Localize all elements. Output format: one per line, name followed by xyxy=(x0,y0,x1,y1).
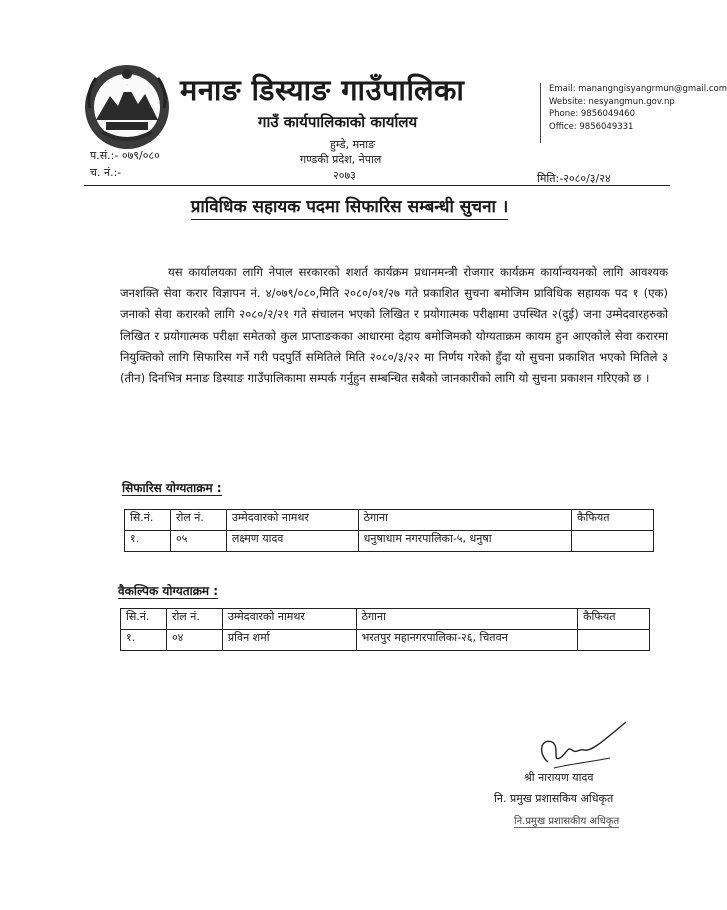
header-divider xyxy=(84,185,670,186)
table-header-cell: सि.नं. xyxy=(125,510,171,531)
table-header-cell: रोल नं. xyxy=(170,510,226,531)
document-date: मिति:-२०८०/३/२४ xyxy=(537,172,611,185)
recommended-table xyxy=(124,509,654,552)
notice-heading xyxy=(0,194,699,217)
table-cell: ०४ xyxy=(166,630,222,651)
address-line-1: हुम्डे, मनाङ xyxy=(330,138,376,151)
nepal-emblem-icon xyxy=(82,62,172,152)
contact-block xyxy=(540,83,727,143)
contact-office: Office: 9856049331 xyxy=(549,121,634,132)
table-cell: लक्ष्मण यादव xyxy=(226,531,358,552)
notice-heading-text: प्राविधिक सहायक पदमा सिफारिस सम्बन्धी सुचना । xyxy=(191,197,509,220)
table-header-cell: रोल नं. xyxy=(166,609,222,630)
reference-number: प.सं.:- ०७९/०८० xyxy=(90,149,160,162)
table-header-cell: सि.नं. xyxy=(121,609,167,630)
table-header-cell: कैफियत xyxy=(578,609,650,630)
table-header-cell: ठेगाना xyxy=(358,510,572,531)
table-cell: १. xyxy=(121,630,167,651)
municipality-title: मनाङ डिस्याङ गाउँपालिका xyxy=(180,73,465,107)
alternative-table xyxy=(120,608,650,651)
address-line-2: गण्डकी प्रदेश, नेपाल xyxy=(300,153,382,166)
table-row xyxy=(125,531,654,552)
table-header-row xyxy=(121,609,650,630)
dispatch-number: च. नं.:- xyxy=(90,166,122,179)
signatory-name: श्री नारायण यादव xyxy=(524,771,594,784)
table-cell xyxy=(572,531,654,552)
table-header-row xyxy=(125,510,654,531)
table-header-cell: ठेगाना xyxy=(356,609,578,630)
recommended-title-text: सिफारिस योग्यताक्रम : xyxy=(122,481,222,495)
recommended-section-title xyxy=(122,479,222,496)
table-row xyxy=(121,630,650,651)
contact-phone: Phone: 9856049460 xyxy=(549,109,635,119)
table-cell: धनुषाधाम नगरपालिका-५, धनुषा xyxy=(358,531,572,552)
table-cell xyxy=(578,630,650,651)
signatory-designation: नि. प्रमुख प्रशासकिय अधिकृत xyxy=(494,792,614,805)
office-subtitle: गाउँ कार्यपालिकाको कार्यालय xyxy=(258,113,418,131)
table-cell: ०५ xyxy=(170,531,226,552)
table-header-cell: कैफियत xyxy=(572,510,654,531)
official-stamp: नि.प्रमुख प्रशासकीय अधिकृत xyxy=(514,813,619,828)
alternative-title-text: वैकल्पिक योग्यताक्रम : xyxy=(118,584,219,598)
notice-body: यस कार्यालयका लागि नेपाल सरकारको शशर्त कार्यक्रम प्रधानमन्त्री रोजगार कार्यक्रम कार्यान्वयनको लागि आवश्यक जनशक्ति सेवा करार विज्ञापन नं. ४/०७९/०८०,मिति २०८०/०१/२७ गते प्रकाशित सुचना बमोजिम प्राविधिक सहायक पद १ (एक) जनाको सेवा करारको लागि २०८०/२/२१ गते संचालन भएको लिखित र प्रयोगात्मक परीक्षामा उपस्थित २(दुई) जना उम्मेदवारहरुको लिखित र प्रयोगात्मक परीक्षा समेतको कुल प्राप्ताङकका आधारमा देहाय बमोजिमको योग्यताक्रम कायम हुन आएकोले सेवा करारमा नियुक्तिको लागि सिफारिस गर्ने गरी पदपुर्ति समितिले मिति २०८०/३/२२ मा निर्णय गरेको हुँदा यो सुचना प्रकाशित भएको मितिले ३ (तीन) दिनभित्र मनाङ डिस्याङ गाउँपालिकामा सम्पर्क गर्नुहुन सम्बन्धित सबैको जानकारीको लागि यो सुचना प्रकाशन गरिएको छ । xyxy=(120,265,668,386)
address-line-3: २०७३ xyxy=(333,169,356,182)
table-header-cell: उम्मेदवारको नामथर xyxy=(222,609,356,630)
contact-email: Email: manangngisyangrmun@gmail.com xyxy=(549,84,727,94)
handwritten-signature-icon xyxy=(530,718,630,774)
table-cell: १. xyxy=(125,531,171,552)
table-cell: भरतपुर महानगरपालिका-२६, चितवन xyxy=(356,630,578,651)
alternative-section-title xyxy=(118,582,218,599)
table-header-cell: उम्मेदवारको नामथर xyxy=(226,510,358,531)
contact-website: Website: nesyangmun.gov.np xyxy=(549,96,675,107)
table-cell: प्रविन शर्मा xyxy=(222,630,356,651)
